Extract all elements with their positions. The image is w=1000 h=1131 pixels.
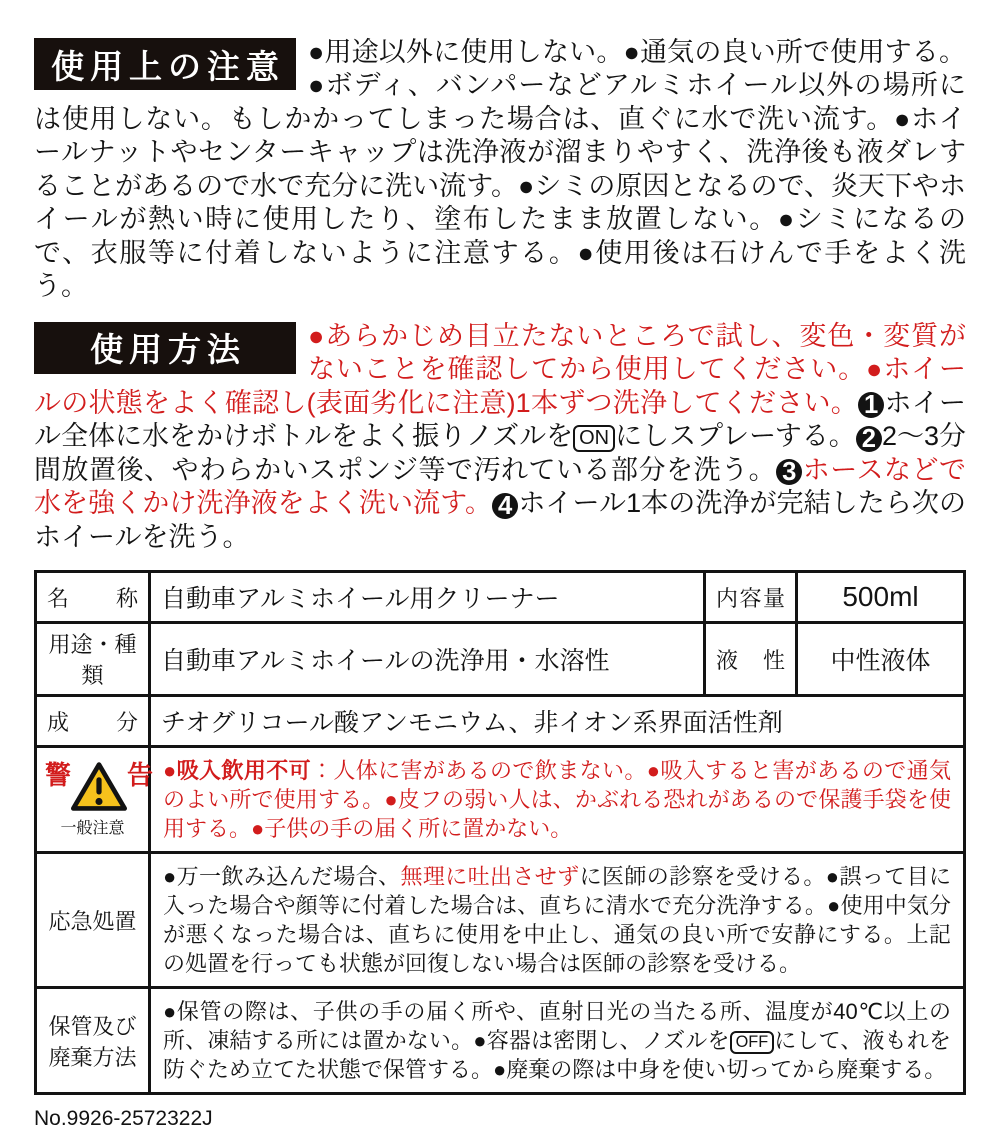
warning-label-row xyxy=(43,759,154,813)
table-row-firstaid xyxy=(36,853,965,988)
ingredients-value: チオグリコール酸アンモニウム、非イオン系界面活性剤 xyxy=(150,696,965,747)
caution-text: ●用途以外に使用しない。●通気の良い所で使用する。●ボディ、バンパーなどアルミホイール以外の場所には使用しない。もしかかってしまった場合は、直ぐに水で洗い流す。●ホイールナットやセンターキャップは洗浄液が溜まりやすく、洗浄後も液ダレすることがあるので水で充分に洗い流す。●シミの原因となるので、炎天下やホイールが熱い時に使用したり、塗布したまま放置しない。●シミになるので、衣服等に付着しないように注意する。●使用後は石けんで手をよく洗う。 xyxy=(34,37,966,302)
liquid-value: 中性液体 xyxy=(797,623,965,696)
warning-label xyxy=(36,747,154,853)
spec-table xyxy=(34,570,966,1095)
volume-value: 500ml xyxy=(797,572,965,623)
warning-char-left: 警 xyxy=(45,760,72,791)
table-row-name xyxy=(36,572,965,623)
name-value: 自動車アルミホイール用クリーナー xyxy=(150,572,705,623)
warning-text: ●吸入飲用不可：人体に害があるので飲まない。●吸入すると害があるので通気のよい所で使用する。●皮フの弱い人は、かぶれる恐れがあるので保護手袋を使用する。●子供の手の届く所に置かない。 xyxy=(150,747,965,853)
table-row-ingredients xyxy=(36,696,965,747)
caution-section-title: 使用上の注意 xyxy=(34,38,296,90)
firstaid-label: 応急処置 xyxy=(36,853,150,988)
firstaid-text: ●万一飲み込んだ場合、無理に吐出させずに医師の診察を受ける。●誤って目に入った場合や顔等に付着した場合は、直ちに清水で充分洗浄する。●使用中気分が悪くなった場合は、直ちに使用を中止し、通気の良い所で安静にする。上記の処置を行っても状態が回復しない場合は医師の診察を受ける。 xyxy=(150,853,965,988)
table-row-warning xyxy=(36,747,965,853)
usage-section xyxy=(34,320,966,554)
warning-char-right: 告 xyxy=(127,760,154,791)
table-row-storage xyxy=(36,988,965,1094)
usage-text: ●あらかじめ目立たないところで試し、変色・変質がないことを確認してから使用してください。●ホイールの状態をよく確認し(表面劣化に注意)1本ずつ洗浄してください。 1 ホイール全体に水をかけボトルをよく振りノズルを ON にしスプレーする。 2 2〜3分間放置後、やわらかいスポンジ等で汚れている部分を洗う。 3 ホースなどで水を強くかけ洗浄液をよく洗い流す。 4 ホイール1本の洗浄が完結したら次のホイールを洗う。 xyxy=(34,320,967,552)
table-row-type xyxy=(36,623,965,696)
type-value: 自動車アルミホイールの洗浄用・水溶性 xyxy=(150,623,705,696)
volume-label: 内容量 xyxy=(705,572,797,623)
storage-label: 保管及び廃棄方法 xyxy=(36,988,150,1094)
warning-icon-caption: 一般注意 xyxy=(60,820,125,838)
caution-section xyxy=(34,36,966,304)
storage-text: ●保管の際は、子供の手の届く所や、直射日光の当たる所、温度が40℃以上の所、凍結する所には置かない。●容器は密閉し、ノズルを OFF にして、液もれを防ぐため立てた状態で保管する。●廃棄の際は中身を使い切ってから廃棄する。 xyxy=(150,988,965,1094)
name-label: 名称 xyxy=(36,572,150,623)
warning-triangle-icon xyxy=(71,761,127,813)
ingredients-label: 成分 xyxy=(36,696,150,747)
usage-section-title: 使用方法 xyxy=(34,322,296,374)
type-label: 用途・種類 xyxy=(36,623,150,696)
product-code: No.9926-2572322J xyxy=(34,1107,213,1131)
liquid-label: 液性 xyxy=(705,623,797,696)
